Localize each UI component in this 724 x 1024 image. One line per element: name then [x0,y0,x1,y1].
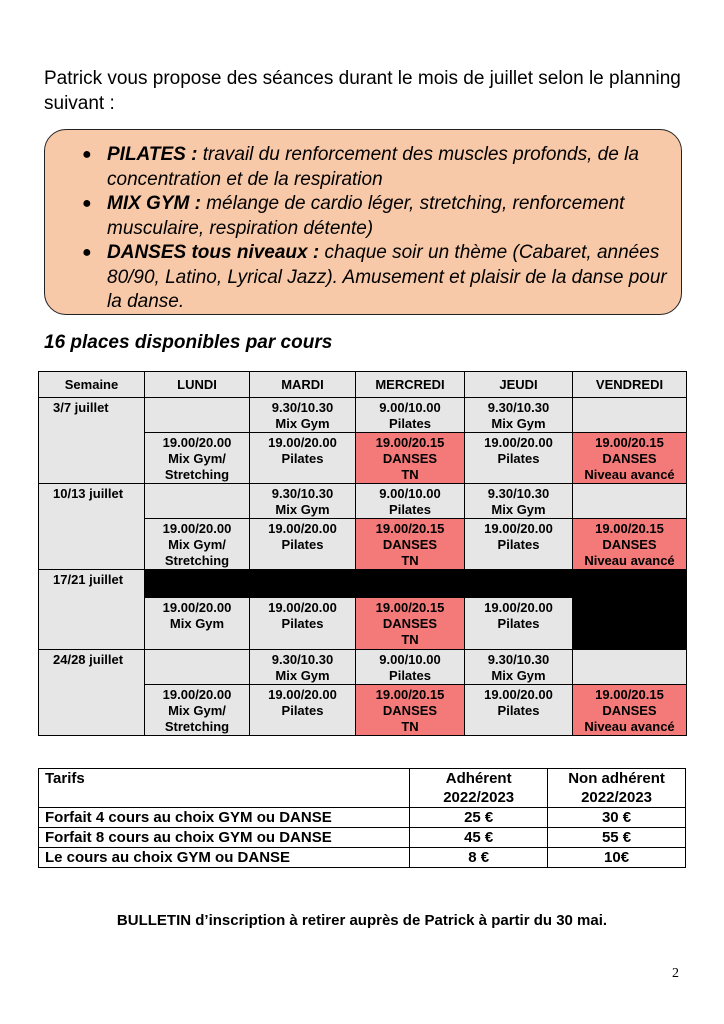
activity-item [82,143,667,192]
tarifs-table [38,768,686,868]
slot-line: 19.00/20.00 [162,600,232,615]
schedule-table [38,371,687,736]
tarif-row [39,828,686,848]
week-label: 10/13 juillet [39,484,145,570]
slot-line: Mix Gym/ [168,537,226,552]
non-adherent-header [548,769,686,808]
slot-line: 9.30/10.30 [271,652,334,667]
slot-jeudi [465,398,573,433]
places-heading: 16 places disponibles par cours [44,332,333,353]
slot-line: TN [401,467,419,482]
schedule-row-morning [39,398,687,433]
slot-mercredi [356,685,465,736]
slot-vendredi [573,519,687,570]
slot-line: Pilates [281,703,324,718]
adherent-header-line2: 2022/2023 [443,789,515,806]
slot-line: 19.00/20.00 [162,435,232,450]
slot-line: 9.30/10.30 [271,400,334,415]
tarif-label: Le cours au choix GYM ou DANSE [39,848,410,868]
slot-line: DANSES [602,451,657,466]
slot-line: 9.00/10.00 [379,652,441,667]
activity-desc: travail du renforcement des muscles profonds, de la concentration et de la respiration [107,144,639,190]
slot-line: 19.00/20.15 [375,687,445,702]
slot-vendredi [573,650,687,685]
tarif-adherent: 45 € [410,828,548,848]
slot-line: Niveau avancé [584,467,675,482]
slot-line: TN [401,553,419,568]
slot-line: TN [401,719,419,734]
week-label: 17/21 juillet [39,570,145,650]
slot-line: 19.00/20.15 [375,600,445,615]
slot-line: 19.00/20.00 [162,687,232,702]
slot-line: Pilates [497,451,540,466]
slot-line: DANSES [382,451,438,466]
slot-jeudi [465,433,573,484]
schedule-header-row [39,372,687,398]
slot-lundi [145,398,250,433]
bullet-icon: ● [82,146,92,163]
slot-line: Pilates [497,703,540,718]
slot-line: Pilates [497,537,540,552]
slot-mercredi [356,519,465,570]
slot-line: Pilates [389,502,431,517]
slot-vendredi [573,685,687,736]
tarifs-label: Tarifs [39,769,410,808]
slot-line: 9.30/10.30 [487,652,550,667]
slot-line: Stretching [164,553,230,568]
slot-line: 19.00/20.00 [268,600,337,615]
slot-line: Pilates [497,616,540,631]
slot-line: 9.30/10.30 [271,486,334,501]
slot-line: 9.00/10.00 [379,486,441,501]
slot-line: Mix Gym [275,416,330,431]
intro-text: Patrick vous propose des séances durant le mois de juillet selon le planning suivant : [44,68,681,114]
slot-line: Mix Gym [491,668,546,683]
slot-lundi [145,598,250,650]
slot-line: DANSES [602,703,657,718]
tarif-row [39,848,686,868]
header-jeudi: JEUDI [465,372,573,398]
slot-line: 19.00/20.00 [268,521,337,536]
tarif-label: Forfait 4 cours au choix GYM ou DANSE [39,808,410,828]
slot-line: 19.00/20.00 [484,600,553,615]
slot-line: Stretching [164,467,230,482]
schedule-row-morning [39,570,687,598]
slot-jeudi [465,685,573,736]
slot-line: Stretching [164,719,230,734]
slot-line: Mix Gym [169,616,225,631]
activity-item [82,192,667,241]
slot-line: 19.00/20.00 [484,435,553,450]
activity-item [82,241,667,315]
slot-lundi [145,650,250,685]
tarif-row [39,808,686,828]
activity-desc: chaque soir un thème (Cabaret, années 80/90, Latino, Lyrical Jazz). Amusement et plaisir de la danse pour la danse. [107,242,667,312]
slot-lundi [145,484,250,519]
blocked-slot [573,570,687,650]
slot-lundi [145,519,250,570]
slot-line: Niveau avancé [584,553,675,568]
slot-line: 19.00/20.00 [162,521,232,536]
tarif-non-adherent: 30 € [548,808,686,828]
tarif-non-adherent: 10€ [548,848,686,868]
tarif-non-adherent: 55 € [548,828,686,848]
slot-line: Mix Gym [491,416,546,431]
tarif-adherent: 25 € [410,808,548,828]
slot-line: Pilates [389,416,431,431]
activity-name: PILATES : [107,144,198,165]
slot-vendredi [573,433,687,484]
slot-line: DANSES [382,616,438,631]
bulletin-note: BULLETIN d’inscription à retirer auprès de Patrick à partir du 30 mai. [116,912,608,929]
blocked-slot [250,570,356,598]
header-mardi: MARDI [250,372,356,398]
slot-mardi [250,519,356,570]
slot-line: Mix Gym [275,668,330,683]
slot-mercredi [356,598,465,650]
slot-mercredi [356,650,465,685]
slot-line: Mix Gym [275,502,330,517]
slot-line: DANSES [382,537,438,552]
week-label: 3/7 juillet [39,398,145,484]
slot-vendredi [573,398,687,433]
activities-list [45,143,667,315]
adherent-header-line1: Adhérent [445,770,512,787]
slot-line: Mix Gym/ [168,451,226,466]
schedule-row-morning [39,484,687,519]
slot-mardi [250,433,356,484]
slot-line: 19.00/20.00 [484,521,553,536]
slot-line: TN [401,632,419,647]
schedule-body [39,398,687,736]
tarif-adherent: 8 € [410,848,548,868]
slot-line: 9.30/10.30 [487,400,550,415]
tarif-label: Forfait 8 cours au choix GYM ou DANSE [39,828,410,848]
slot-line: Pilates [389,668,431,683]
slot-mardi [250,685,356,736]
slot-line: Pilates [281,616,324,631]
header-vendredi: VENDREDI [573,372,687,398]
slot-line: Mix Gym [491,502,546,517]
slot-vendredi [573,484,687,519]
slot-line: 19.00/20.15 [595,521,664,536]
slot-line: 19.00/20.00 [268,435,337,450]
bullet-icon: ● [82,244,92,261]
slot-jeudi [465,519,573,570]
week-label: 24/28 juillet [39,650,145,736]
slot-line: 9.30/10.30 [487,486,550,501]
slot-line: DANSES [382,703,438,718]
header-lundi: LUNDI [145,372,250,398]
tarifs-header-row [39,769,686,808]
slot-line: Pilates [281,451,324,466]
bullet-icon: ● [82,195,92,212]
slot-mercredi [356,484,465,519]
activities-box [44,129,682,315]
schedule-row-morning [39,650,687,685]
adherent-header [410,769,548,808]
slot-line: Niveau avancé [584,719,675,734]
header-semaine: Semaine [39,372,145,398]
blocked-slot [145,570,250,598]
slot-mardi [250,650,356,685]
slot-lundi [145,685,250,736]
slot-line: 19.00/20.15 [375,435,445,450]
slot-mardi [250,484,356,519]
slot-mardi [250,598,356,650]
activity-name: MIX GYM : [107,193,201,214]
activity-desc: mélange de cardio léger, stretching, renforcement musculaire, respiration détente) [107,193,625,239]
slot-mercredi [356,433,465,484]
slot-jeudi [465,484,573,519]
slot-line: Mix Gym/ [168,703,226,718]
page-number: 2 [672,966,679,981]
blocked-slot [465,570,573,598]
slot-line: 19.00/20.15 [595,687,664,702]
slot-line: 19.00/20.00 [484,687,553,702]
slot-line: Pilates [281,537,324,552]
slot-line: 19.00/20.15 [375,521,445,536]
header-mercredi: MERCREDI [356,372,465,398]
slot-jeudi [465,598,573,650]
slot-lundi [145,433,250,484]
slot-line: 19.00/20.15 [595,435,664,450]
slot-line: 9.00/10.00 [379,400,441,415]
non-adherent-header-line2: 2022/2023 [581,789,652,806]
slot-mercredi [356,398,465,433]
non-adherent-header-line1: Non adhérent [568,770,665,787]
slot-mardi [250,398,356,433]
slot-line: DANSES [602,537,657,552]
activity-name: DANSES tous niveaux : [107,242,320,263]
slot-jeudi [465,650,573,685]
slot-line: 19.00/20.00 [268,687,337,702]
blocked-slot [356,570,465,598]
